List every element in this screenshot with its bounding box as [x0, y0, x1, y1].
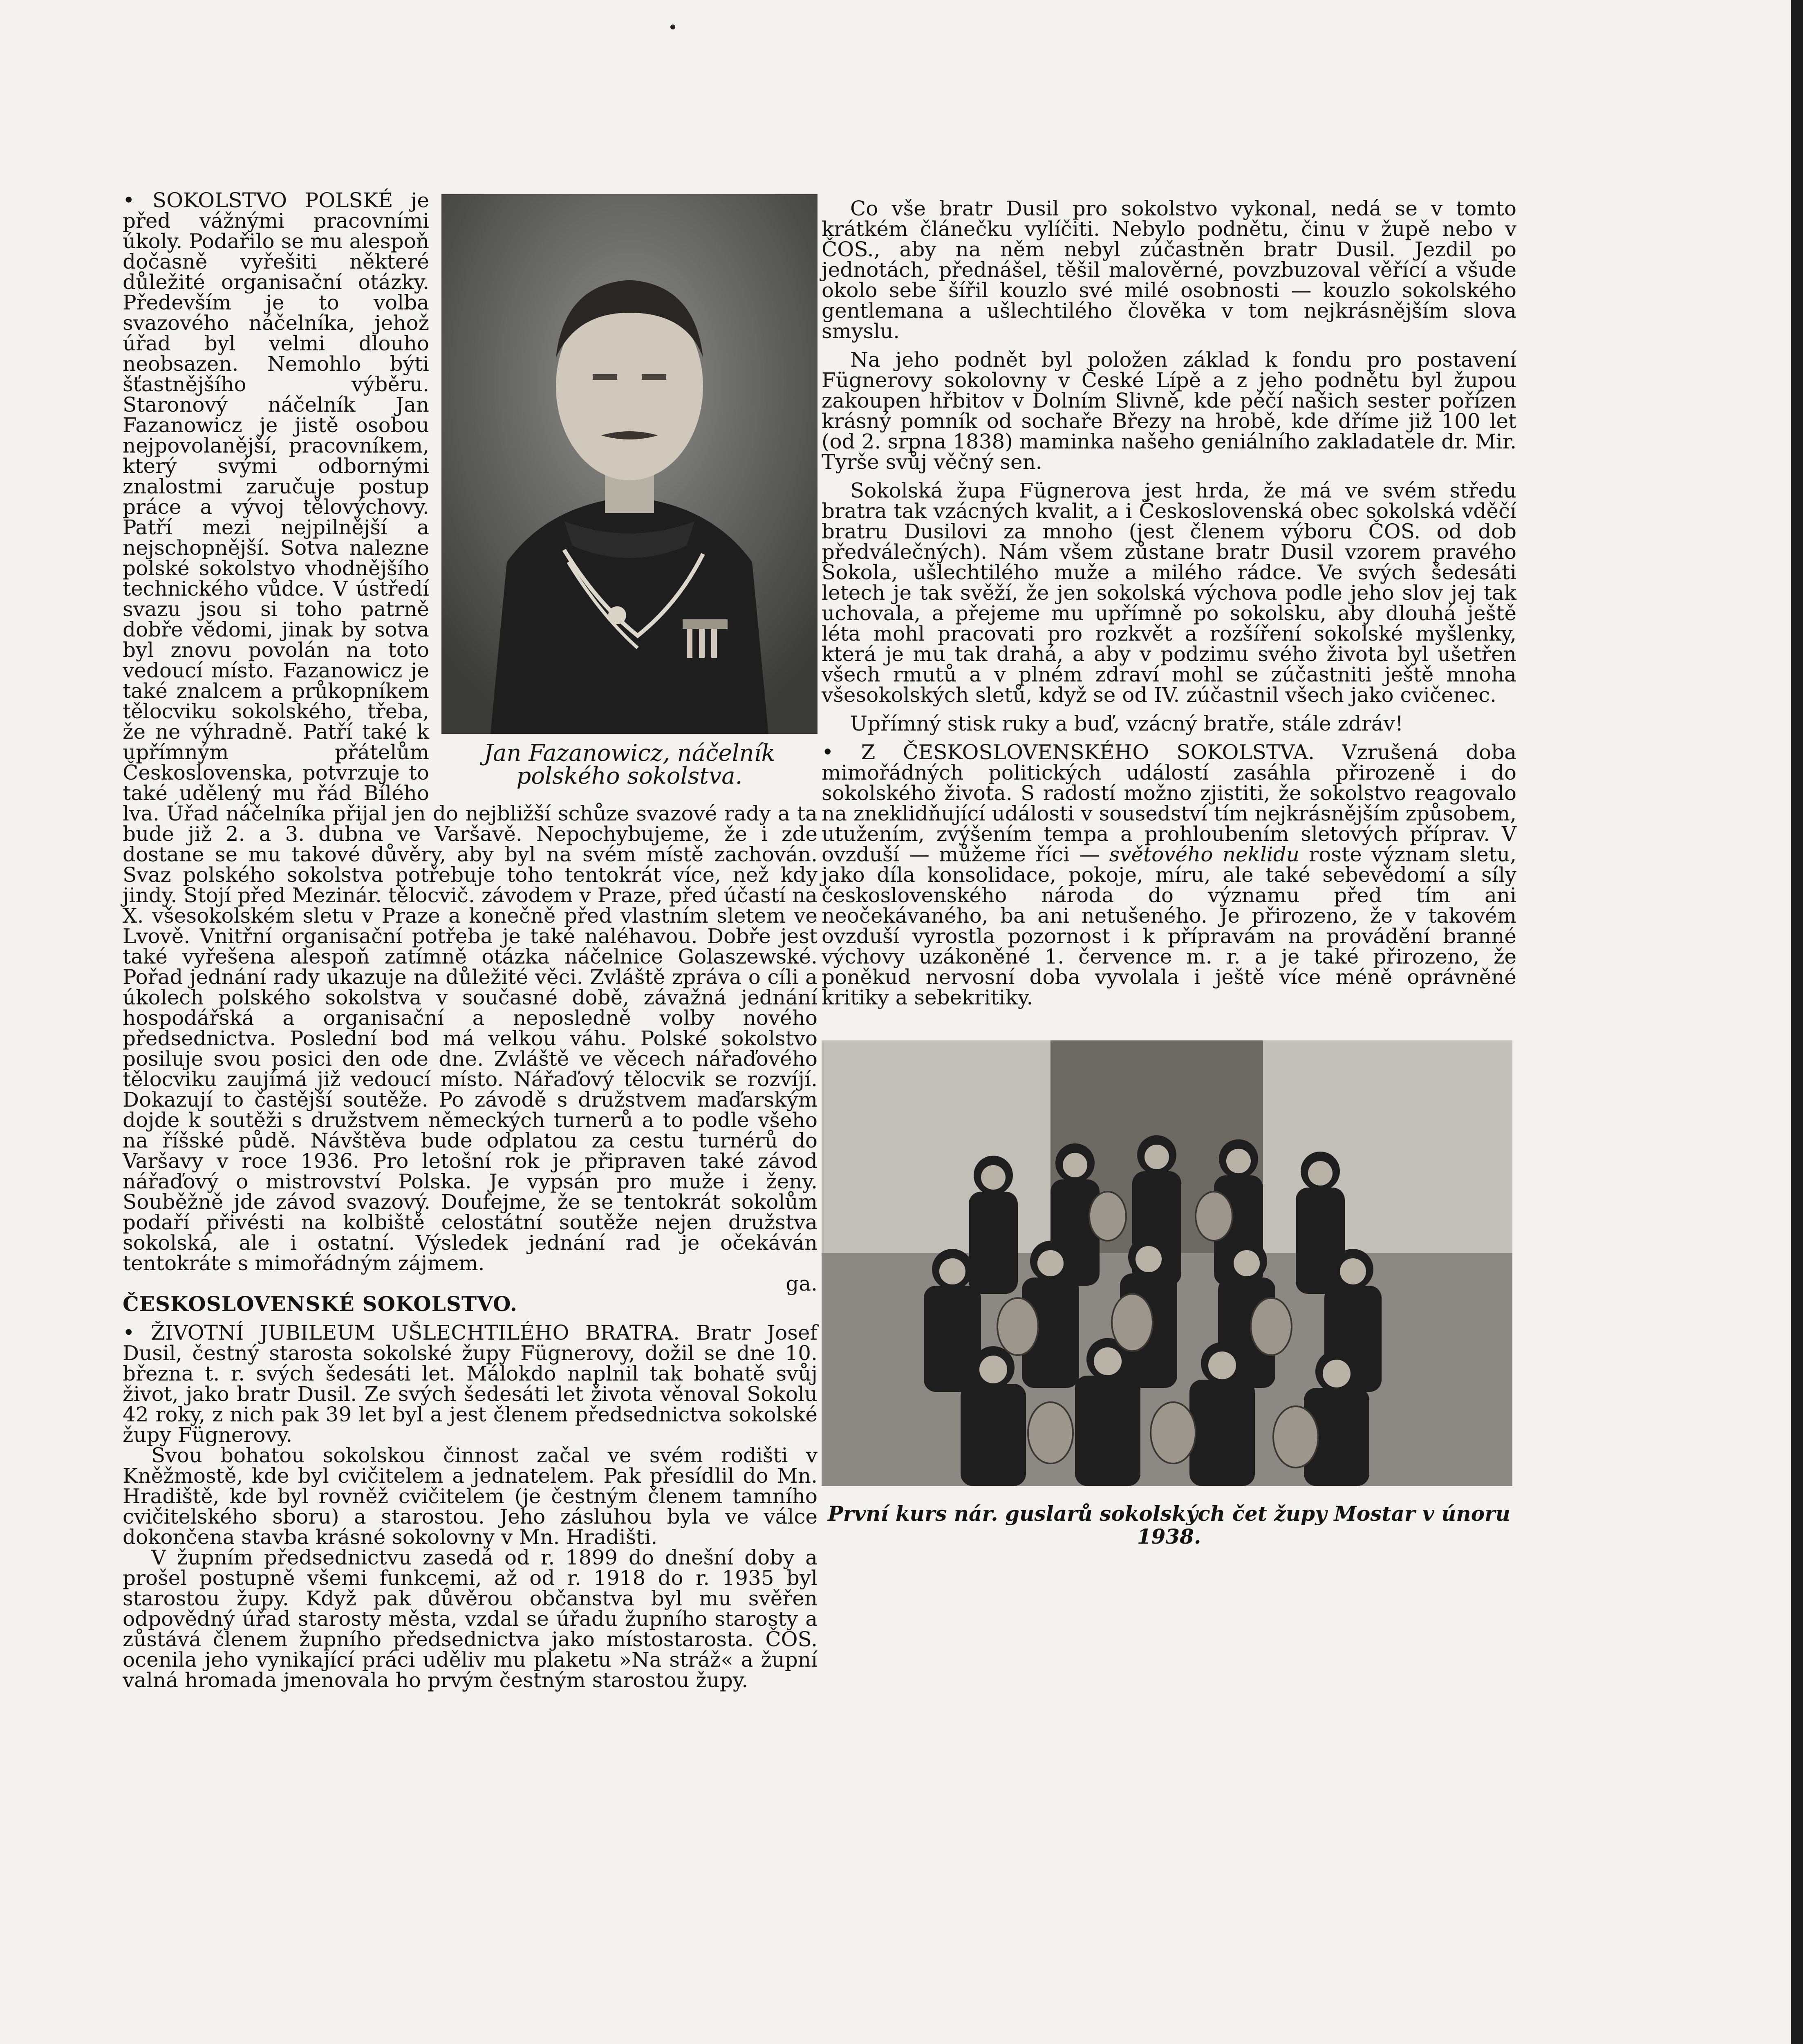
jubilee-paragraph-7: Upřímný stisk ruky a buď, vzácný bratře, stále zdráv! [850, 712, 1403, 735]
page-edge [1791, 0, 1803, 2044]
article-text-part1: Vzrušená doba mimořádných politických událostí zasáhla přirozeně i do sokolského života. S radostí možno zjistiti, že sokolstvo reagovalo na zneklidňující události v sousedství tím nejkrásnějším způsobem, utužením, zvýšením tempa a prohloubením sletových příprav. V ovzduší — můžeme říci — [822, 740, 1517, 866]
article-emphasis: světového neklidu [1109, 843, 1300, 866]
group-photo [822, 1040, 1512, 1486]
jubilee-paragraph-5: Na jeho podnět byl položen základ k fondu pro postavení Fügnerovy sokolovny v České Lípě a z jeho podnětu byl župou zakoupen hřbitov v Dolním Slivně, kde péčí našich sester pořízen krásný pomník od sochaře Březy na hrobě, kde dříme již 100 let (od 2. srpna 1838) maminka našeho geniálního zakladatele dr. Mir. Tyrše svůj věčný sen. [822, 348, 1516, 474]
jubilee-paragraph-2: Svou bohatou sokolskou činnost začal ve svém rodišti v Kněžmostě, kde byl cvičitelem a jednatelem. Pak přesídlil do Mn. Hradiště, kde byl rovněž cvičitelem (je čestným členem tamního cvičitelského sboru) a starostou. Jeho zásluhou byla ve válce dokončena stavba krásné sokolovny v Mn. Hradišti. [123, 1443, 818, 1549]
group-photo-caption: První kurs nár. guslarů sokolských čet župy Mostar v únoru 1938. [828, 1502, 1510, 1549]
jubilee-paragraph-6: Sokolská župa Fügnerova jest hrda, že má ve svém středu bratra tak vzácných kvalit, a i Československá obec sokolská vděčí bratru Dusilovi za mnoho (jest členem výboru ČOS. od dob předválečných). Nám všem zůstane bratr Dusil vzorem pravého Sokola, ušlechtilého muže a milého rádce. Ve svých šedesáti letech je tak svěží, že jen sokolská výchova podle jeho slov jej tak uchovala, a přejeme mu upřímně po sokolsku, aby dlouhá ještě léta mohl pracovati pro rozkvět a rozšíření sokolské myšlenky, která je mu tak drahá, a aby v podzimu svého života byl ušetřen všech rmutů a v plném zdraví mohl se zúčastniti ještě mnoha všesokolských sletů, když se od IV. zúčastnil všech jako cvičenec. [822, 479, 1516, 707]
portrait-caption: Jan Fazanowicz, náčelník polského sokolstva. [484, 740, 775, 789]
portrait-photo [441, 194, 818, 734]
section-heading: ČESKOSLOVENSKÉ SOKOLSTVO. [123, 1292, 518, 1316]
portrait-image [441, 194, 818, 734]
right-column [822, 190, 1516, 1548]
speck [670, 25, 675, 29]
czechoslovak-sokol-article [822, 742, 1516, 1008]
article-signature: ga. [786, 1272, 818, 1295]
jubilee-paragraph-3: V župním předsednictvu zasedá od r. 1899 do dnešní doby a prošel postupně všemi funkcemi, až od r. 1918 do r. 1935 byl starostou župy. Když pak důvěrou občanstva byl mu svěřen odpovědný úřad starosty města, vzdal se úřadu župního starosty a zůstává členem župního předsednictva jako místostarosta. ČOS. ocenila jeho vynikající práci uděliv mu plaketu »Na stráž« a župní valná hromada jmenovala ho prvým čestným starostou župy. [123, 1546, 818, 1692]
jubilee-paragraph-4: Co vše bratr Dusil pro sokolstvo vykonal, nedá se v tomto krátkém článečku vylíčiti. Nebylo podnětu, činu v župě nebo v ČOS., aby na něm nebyl zúčastněn bratr Dusil. Jezdil po jednotách, přednášel, těšil malověrné, povzbuzoval věřící a všude okolo sebe šířil kouzlo své milé osobnosti — kouzlo sokolského gentlemana a ušlechtilého člověka v tom nejkrásnějším slova smyslu. [822, 197, 1516, 343]
article-lead-heading: • Z ČESKOSLOVENSKÉHO SOKOLSTVA. [822, 740, 1315, 764]
left-column [123, 190, 818, 1690]
portrait-figure [441, 194, 818, 788]
jubilee-paragraph-1: • ŽIVOTNÍ JUBILEUM UŠLECHTILÉHO BRATRA. Bratr Josef Dusil, čestný starosta sokolské župy Fügnerovy, dožil se dne 10. března t. r. svých šedesáti let. Málokdo naplnil tak bohatě svůj život, jako bratr Dusil. Ze svých šedesáti let života věnoval Sokolu 42 roky, z nich pak 39 let byl a jest členem předsednictva sokolské župy Fügnerovy. [123, 1321, 818, 1447]
article-polish-sokol-text: • SOKOLSTVO POLSKÉ je před vážnými pracovními úkoly. Podařilo se mu alespoň dočasně vyřešiti některé důležité organisační otázky. Především je to volba svazového náčelníka, jehož úřad byl velmi dlouho neobsazen. Nemohlo býti šťastnějšího výběru. Staronový náčelník Jan Fazanowicz je jistě osobou nejpovolanější, pracovníkem, který svými odbornými znalostmi zaručuje postup práce a vývoj tělovýchovy. Patří mezi nejpilnější a nejschopnější. Sotva nalezne polské sokolstvo vhodnějšího technického vůdce. V ústředí svazu jsou si toho patrně dobře vědomi, jinak by sotva byl znovu povolán na toto vedoucí místo. Fazanowicz je také znalcem a průkopníkem tělocviku sokolského, třeba, že ne výhradně. Patří také k upřímným přátelům Československa, potvrzuje to také udělený mu řád Bílého lva. Úřad náčelníka přijal jen do nejbližší schůze svazové rady a ta bude již 2. a 3. dubna ve Varšavě. Nepochybujeme, že i zde dostane se mu takové důvěry, aby byl na svém místě zachován. Svaz polského sokolstva potřebuje toho tentokrát více, než kdy jindy. Stojí před Mezinár. tělocvič. závodem v Praze, před účastí na X. všesokolském sletu v Praze a konečně před vlastním sletem ve Lvově. Vnitřní organisační potřeba je také naléhavou. Dobře jest také vyřešena alespoň zatímně otázka náčelnice Golaszewské. Pořad jednání rady ukazuje na důležité věci. Zvláště zpráva o cíli a úkolech polského sokolstva v současné době, závažná jednání hospodářská a organisační a neposledně volby nového předsednictva. Poslední bod má velkou váhu. Polské sokolstvo posiluje svou posici den ode dne. Zvláště ve věcech nářaďového tělocviku zaujímá již vedoucí místo. Nářaďový tělocvik se rozvíjí. Dokazují to častější soutěže. Po závodě s družstvem maďarským dojde k soutěži s družstvem německých turnerů a to podle všeho na říšské půdě. Návštěva bude odplatou za cestu turnérů do Varšavy v roce 1936. Pro letošní rok je připraven také závod nářaďový o mistrovství Polska. Je vypsán pro muže i ženy. Souběžně jde závod svazový. Doufejme, že se tentokrát sokolům podaří přivésti na kolbiště celostátní soutěže nejen družstva sokolská, ale i ostatní. Výsledek jednání rad je očekáván tentokráte s mimořádným zájmem. [123, 188, 818, 1275]
group-photo-image [822, 1040, 1512, 1486]
article-text-part2: roste význam sletu, jako díla konsolidace, pokoje, míru, ale také sebevědomí a síly československého národa do významu před tím ani neočekávaného, ba ani netušeného. Je přirozeno, že v takovém ovzduší vyrostla pozornost i k přípravám na provádění branné výchovy uzákoněné 1. července m. r. a je také přirozeno, že poněkud nervosní doba vyvolala i ještě více méně oprávněné kritiky a sebekritiky. [822, 843, 1516, 1009]
